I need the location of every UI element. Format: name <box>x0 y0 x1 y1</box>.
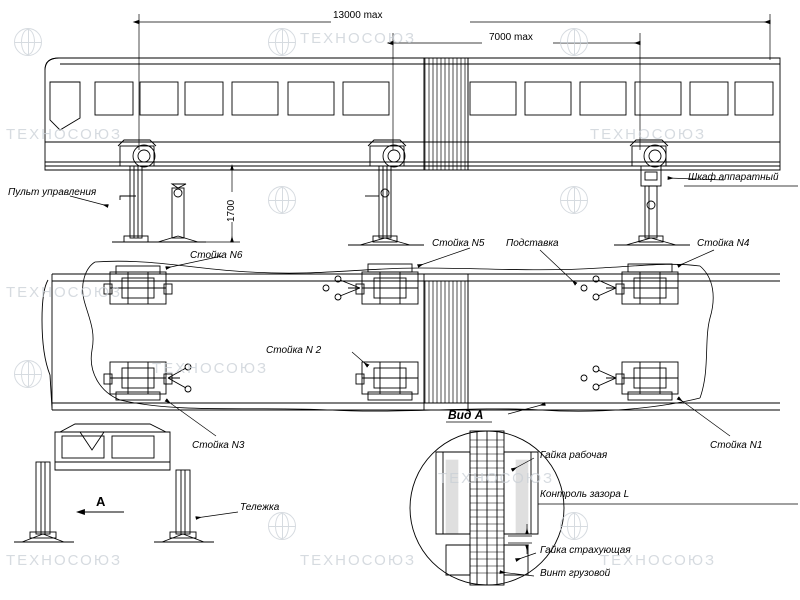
label-arrow-a: А <box>96 494 106 509</box>
label-support: Подставка <box>506 238 559 249</box>
label-cabinet: Шкаф аппаратный <box>688 172 779 183</box>
watermark-text: ТЕХНОСОЮЗ <box>600 552 717 569</box>
watermark-text: ТЕХНОСОЮЗ <box>6 284 123 301</box>
label-stand-n1: Стойка N1 <box>710 440 763 451</box>
label-stand-n2: Стойка N 2 <box>266 345 322 356</box>
watermark-text: ТЕХНОСОЮЗ <box>300 552 417 569</box>
jack-plan-n4 <box>581 264 678 304</box>
watermark-text: ТЕХНОСОЮЗ <box>6 126 123 143</box>
watermark-text: ТЕХНОСОЮЗ <box>438 470 555 487</box>
label-control-panel: Пульт управления <box>8 187 97 198</box>
watermark-text: ТЕХНОСОЮЗ <box>300 30 417 47</box>
watermark-text: ТЕХНОСОЮЗ <box>6 552 123 569</box>
jack-stand-side-middle <box>348 140 424 245</box>
jack-stand-side-left <box>112 140 206 242</box>
jack-plan-n1 <box>581 362 678 400</box>
dimension-label-7000: 7000 max <box>489 32 533 43</box>
jack-stand-side-right <box>614 140 690 245</box>
railcar-plan-view <box>42 261 780 411</box>
railcar-side-view <box>45 58 780 170</box>
dimension-label-13000: 13000 max <box>333 10 383 21</box>
end-view-trolley <box>14 424 214 542</box>
watermark-text: ТЕХНОСОЮЗ <box>152 360 269 377</box>
label-safety-nut: Гайка страхующая <box>540 545 631 556</box>
dimension-label-1700: 1700 <box>226 199 237 222</box>
label-stand-n5: Стойка N5 <box>432 238 485 249</box>
jack-plan-n6 <box>104 266 172 304</box>
watermark-text: ТЕХНОСОЮЗ <box>590 126 707 143</box>
jack-plan-n2 <box>356 362 418 400</box>
label-trolley: Тележка <box>240 502 280 513</box>
label-stand-n6: Стойка N6 <box>190 250 243 261</box>
label-load-screw: Винт грузовой <box>540 568 611 579</box>
label-gap-control: Контроль зазора L <box>540 489 630 500</box>
label-view-a: Вид А <box>448 408 484 422</box>
jack-plan-n3 <box>104 362 191 400</box>
label-working-nut: Гайка рабочая <box>540 450 608 461</box>
label-stand-n3: Стойка N3 <box>192 440 245 451</box>
label-stand-n4: Стойка N4 <box>697 238 750 249</box>
